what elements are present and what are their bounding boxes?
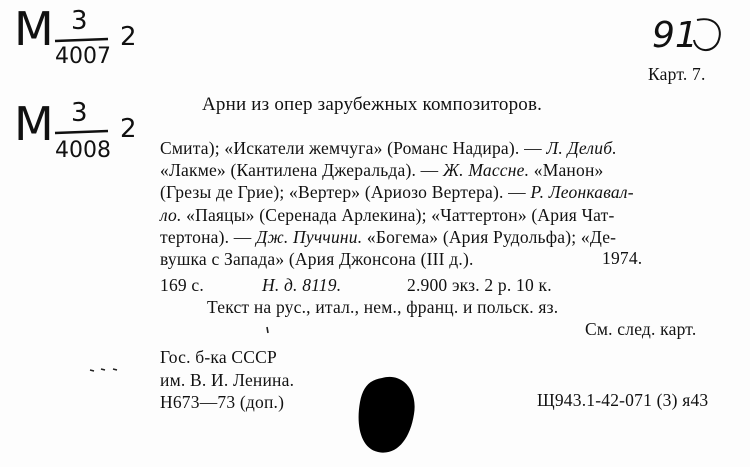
year: 1974. <box>602 248 643 268</box>
shelfmark-1-top: 3 <box>71 6 88 36</box>
author-name: Л. Делиб. <box>546 138 617 158</box>
body-text: Смита); «Искатели жемчуга» (Романс Надира). — <box>160 138 547 158</box>
author-name: Дж. Пуччини. <box>256 226 363 247</box>
ink-blot <box>359 377 415 453</box>
body-line <box>160 162 603 180</box>
body-text: «Паяцы» (Серенада Арлекина); «Чаттертон» (Ария Чат- <box>181 204 615 225</box>
shelfmark-1-bottom: 4007 <box>55 44 111 69</box>
body-text: «Лакме» (Кантилена Джеральда). — <box>160 160 443 181</box>
see-next-card: См. след. карт. <box>585 319 697 339</box>
fraction-bar-2 <box>55 131 108 133</box>
library-line-2: им. В. И. Ленина. <box>160 370 295 390</box>
shelfmark-1-letter: М <box>14 2 54 56</box>
stray-mark-2 <box>90 369 117 371</box>
body-line <box>160 184 634 202</box>
author-name: Ж. Массне. <box>442 160 530 181</box>
corner-number: 91 <box>652 15 698 56</box>
body-text: (Грезы де Грие); «Вертер» (Ариозо Вертера). — <box>160 182 531 203</box>
body-line <box>160 204 615 225</box>
body-line <box>160 226 617 247</box>
author-name: Р. Леонкавал- <box>530 182 634 203</box>
stray-mark-1 <box>267 327 268 333</box>
shelfmark-2-letter: М <box>14 97 54 151</box>
corner-circle-stroke <box>694 19 720 50</box>
shelfmark-2-top: 3 <box>71 98 88 128</box>
body-text: «Богема» (Ария Рудольфа); «Де- <box>362 226 617 247</box>
shelfmark-2-bottom: 4008 <box>55 138 111 163</box>
edition: 2.900 экз. 2 р. 10 к. <box>407 275 552 295</box>
fraction-bar-1 <box>55 39 108 41</box>
library-line-1: Гос. б-ка СССР <box>160 347 277 367</box>
card-title: Арни из опер зарубежных композиторов. <box>202 94 543 115</box>
body-line <box>160 140 617 158</box>
body-text: вушка с Запада» (Ария Джонсона (III д.). <box>160 249 474 269</box>
plate-number: Н. д. 8119. <box>262 275 342 295</box>
body-text: «Манон» <box>529 160 604 181</box>
classification-index: Щ943.1-42-071 (3) я43 <box>537 390 709 410</box>
author-name: ло. <box>160 204 182 225</box>
shelfmark-1-mark: 2 <box>120 22 137 52</box>
body-text: тертона). — <box>160 226 257 247</box>
card-number: Карт. 7. <box>648 64 706 84</box>
order-number: Н673—73 (доп.) <box>160 392 285 412</box>
body-line <box>160 251 474 269</box>
shelfmark-2-mark: 2 <box>120 114 137 144</box>
pages: 169 с. <box>160 275 204 295</box>
language-note: Текст на рус., итал., нем., франц. и польск. яз. <box>207 297 559 317</box>
